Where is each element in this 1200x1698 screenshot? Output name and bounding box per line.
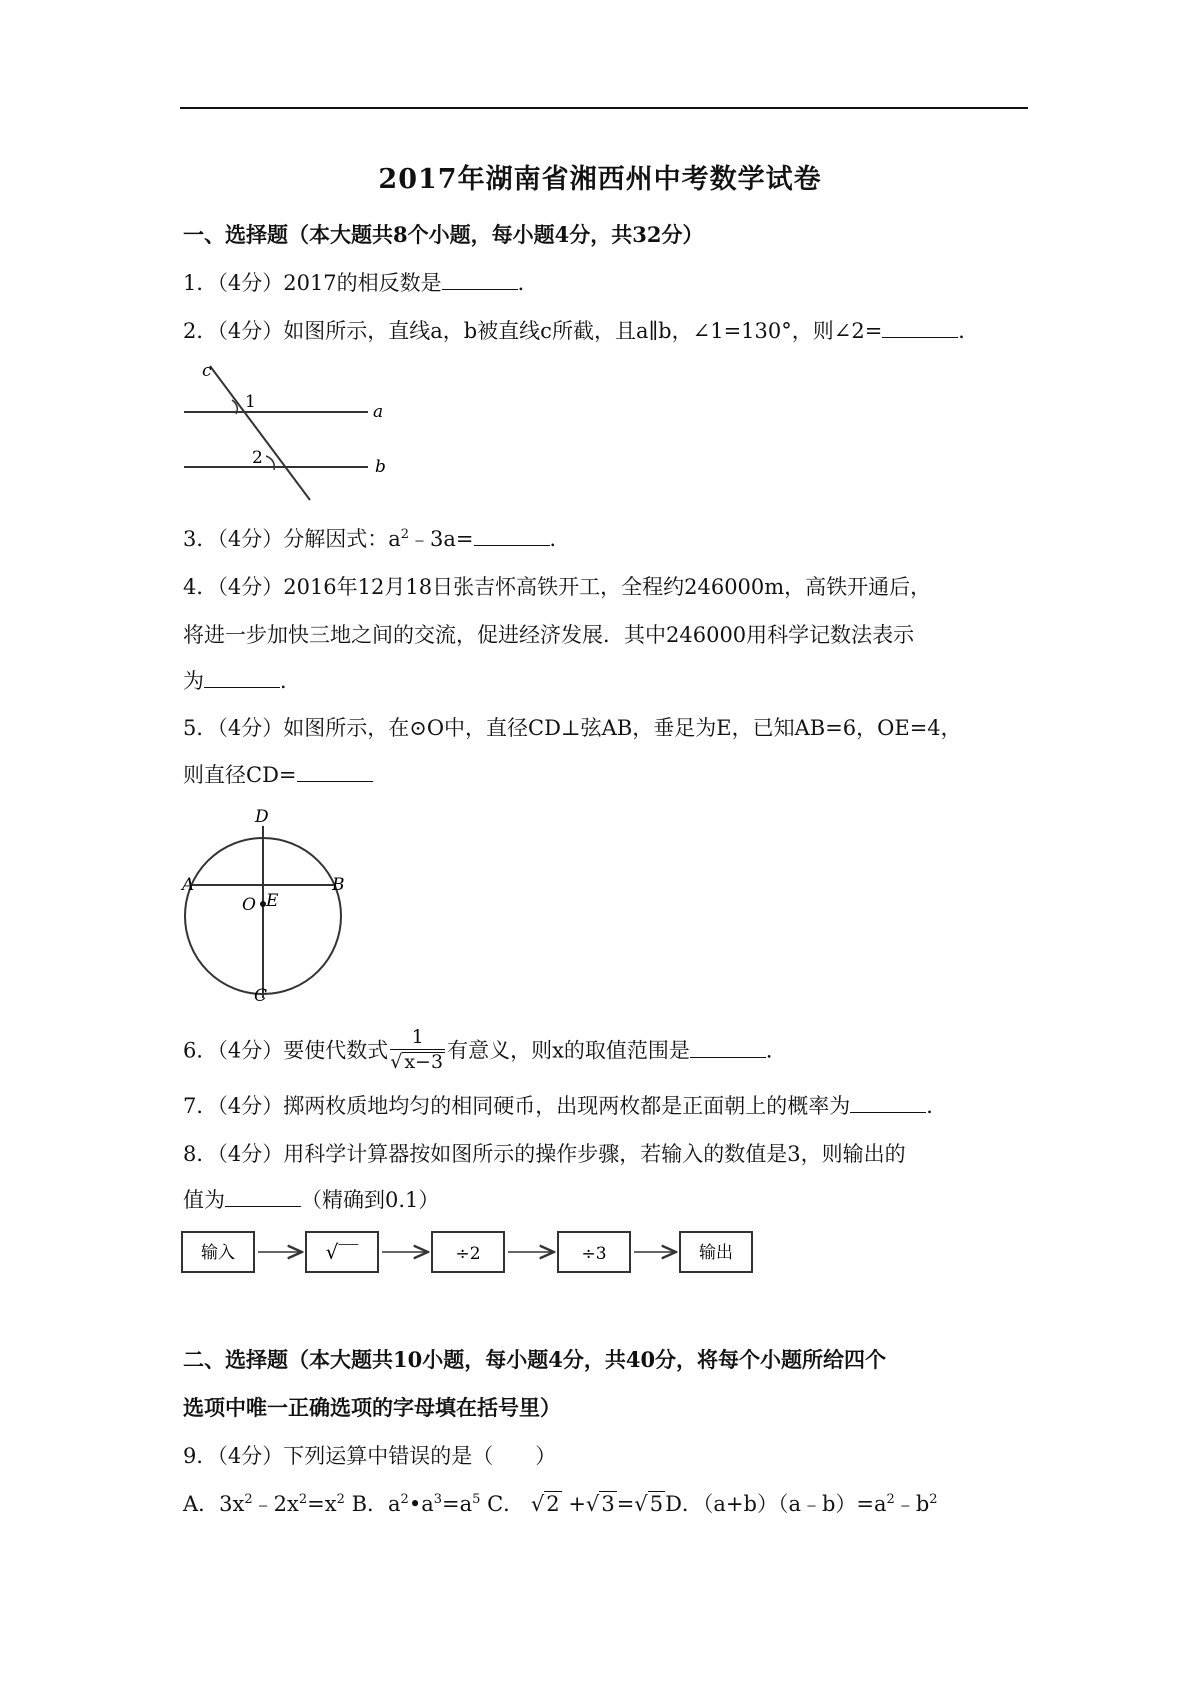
question-8-line-1: 8．（4分）用科学计算器按如图所示的操作步骤，若输入的数值是3，则输出的 xyxy=(183,1142,906,1166)
equals-sign: = xyxy=(616,1492,635,1516)
option-b-text: B．a xyxy=(351,1492,401,1516)
question-3-suffix: ﹣3a= xyxy=(409,527,474,551)
question-7-text: 7．（4分）掷两枚质地均匀的相同硬币，出现两枚都是正面朝上的概率为 xyxy=(183,1094,851,1118)
option-a-text: A．3x xyxy=(183,1492,245,1516)
denominator: √ x−3 xyxy=(390,1051,444,1073)
question-6-suffix: 有意义，则x的取值范围是 xyxy=(447,1038,690,1063)
option-b xyxy=(352,1492,481,1516)
answer-blank xyxy=(204,669,280,688)
question-4-line-1: 4．（4分）2016年12月18日张吉怀高铁开工，全程约246000m，高铁开通后， xyxy=(183,575,932,599)
question-5-line-2-text: 则直径CD= xyxy=(183,763,297,787)
option-d xyxy=(665,1492,938,1516)
question-4-line-2: 将进一步加快三地之间的交流，促进经济发展．其中246000用科学记数法表示 xyxy=(183,623,915,647)
option-d-text-2: ﹣b xyxy=(894,1492,930,1516)
question-2 xyxy=(183,315,979,345)
answer-blank xyxy=(690,1039,766,1058)
option-c-text: C． xyxy=(487,1492,525,1516)
question-2-text: 2．（4分）如图所示，直线a，b被直线c所截，且a∥b，∠1=130°，则∠2= xyxy=(183,319,883,343)
section-1-heading: 一、选择题（本大题共8个小题，每小题4分，共32分） xyxy=(183,222,704,247)
flow-label-divide-2: ÷2 xyxy=(455,1244,481,1264)
radicand: x−3 xyxy=(404,1051,444,1073)
label-e: E xyxy=(266,891,279,911)
option-c: C． √2 +√3=√5 xyxy=(487,1492,664,1516)
answer-blank xyxy=(297,763,373,782)
parallel-lines-figure xyxy=(180,360,400,505)
question-8-line-2 xyxy=(183,1184,439,1214)
exponent: 2 xyxy=(886,1492,895,1507)
label-b: B xyxy=(332,875,345,895)
exponent: 2 xyxy=(244,1492,253,1507)
circle-figure xyxy=(178,806,358,1006)
page-title: 2017年湖南省湘西州中考数学试卷 xyxy=(378,164,822,195)
label-d: D xyxy=(255,807,269,827)
question-9-options xyxy=(183,1488,938,1518)
option-a-text-3: =x xyxy=(307,1492,337,1516)
label-angle-2: 2 xyxy=(252,448,263,468)
fraction xyxy=(390,1028,445,1072)
question-4-end: ． xyxy=(280,669,301,693)
option-b-text-3: =a xyxy=(442,1492,473,1516)
question-1-text: 1．（4分）2017的相反数是 xyxy=(183,271,442,295)
question-7-end: ． xyxy=(926,1094,948,1118)
question-9: 9．（4分）下列运算中错误的是（ ） xyxy=(183,1444,557,1468)
question-8-line-2b: （精确到0.1） xyxy=(301,1188,440,1212)
question-6-prefix: 6．（4分）要使代数式 xyxy=(183,1038,389,1063)
label-b: b xyxy=(375,457,386,477)
answer-blank xyxy=(225,1188,301,1207)
label-angle-1: 1 xyxy=(245,392,256,412)
flowchart xyxy=(180,1228,760,1278)
radicand: 2 xyxy=(546,1492,560,1516)
exponent: 2 xyxy=(400,1492,409,1507)
question-5-line-2 xyxy=(183,759,373,789)
question-7 xyxy=(183,1090,947,1120)
question-1-end: ． xyxy=(517,271,539,295)
option-d-text: D．（a+b）（a﹣b）=a xyxy=(665,1492,887,1516)
question-1 xyxy=(183,267,539,297)
question-3-end: ． xyxy=(549,527,571,551)
answer-blank xyxy=(882,319,958,338)
line-c xyxy=(210,366,310,500)
exponent: 2 xyxy=(336,1492,345,1507)
question-4-line-3 xyxy=(183,665,301,695)
question-3 xyxy=(183,523,571,553)
question-6-end: ． xyxy=(765,1038,787,1063)
section-2-heading-line-1: 二、选择题（本大题共10小题，每小题4分，共40分，将每个小题所给四个 xyxy=(183,1347,887,1372)
flow-label-output: 输出 xyxy=(699,1243,733,1263)
exponent: 2 xyxy=(929,1492,938,1507)
radicand: 5 xyxy=(649,1492,664,1516)
label-c: c xyxy=(202,361,212,381)
flow-label-divide-3: ÷3 xyxy=(581,1244,607,1264)
label-o: O xyxy=(242,895,256,915)
flow-label-input: 输入 xyxy=(201,1243,235,1263)
plus-sign: + xyxy=(568,1492,586,1516)
question-8-line-2a: 值为 xyxy=(183,1188,225,1212)
option-a xyxy=(183,1492,345,1516)
answer-blank xyxy=(850,1094,926,1113)
option-b-text-2: •a xyxy=(408,1492,434,1516)
option-a-text-2: ﹣2x xyxy=(252,1492,299,1516)
radicand: 3 xyxy=(601,1492,615,1516)
exponent: 3 xyxy=(433,1492,443,1507)
label-a: a xyxy=(373,402,384,422)
question-3-prefix: 3．（4分）分解因式：a xyxy=(183,527,401,551)
header-rule xyxy=(180,107,1028,109)
label-c: C xyxy=(254,986,268,1006)
question-5-line-1: 5．（4分）如图所示，在⊙O中，直径CD⊥弦AB，垂足为E，已知AB=6，OE=4， xyxy=(183,716,962,740)
answer-blank xyxy=(442,271,518,290)
numerator: 1 xyxy=(411,1026,424,1048)
section-2-heading-line-2: 选项中唯一正确选项的字母填在括号里） xyxy=(183,1395,561,1420)
flow-label-sqrt: √‾‾ xyxy=(325,1240,359,1264)
question-2-end: ． xyxy=(958,319,980,343)
exponent: 2 xyxy=(400,527,410,542)
exponent: 2 xyxy=(298,1492,308,1507)
question-4-line-3-text: 为 xyxy=(183,669,204,693)
question-6 xyxy=(183,1026,787,1074)
exponent: 5 xyxy=(472,1492,481,1507)
answer-blank xyxy=(474,527,550,546)
label-a: A xyxy=(182,875,195,895)
